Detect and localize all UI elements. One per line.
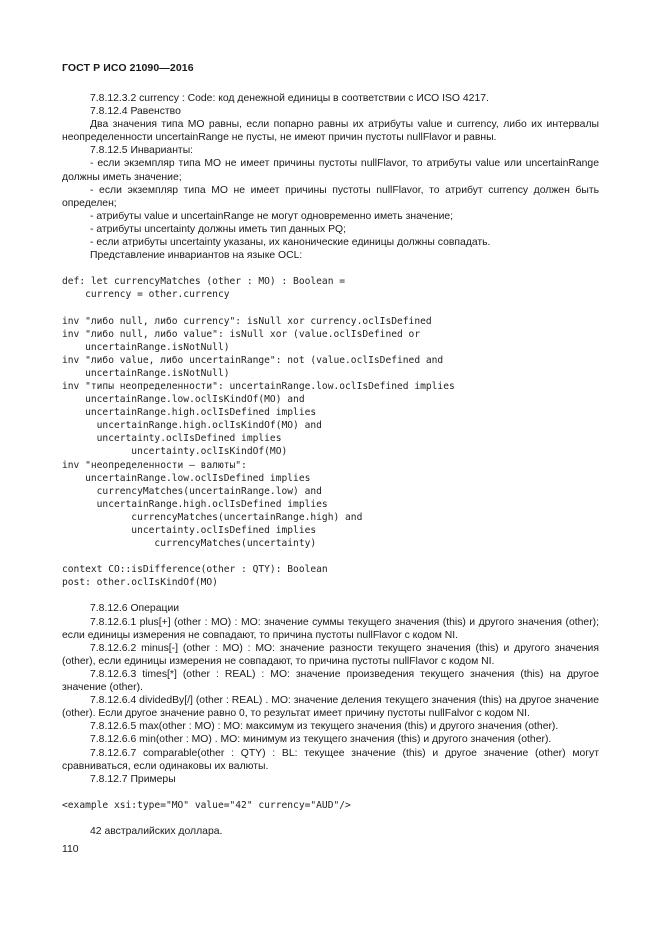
section-paragraph: Представление инвариантов на языке OCL: [90, 250, 303, 262]
operations-paragraph: 7.8.12.6.1 plus[+] (other : MO) : MO: значение суммы текущего значения (this) и другого значения (other); если единицы измерения не совпадают, то причина пустоты nullFlavor с кодом NI. [62, 616, 599, 641]
code-line: inv "типы неопределенности": uncertainRange.low.oclIsDefined implies [62, 380, 455, 392]
code-line: uncertainRange.isNotNull) [62, 367, 230, 379]
code-line: inv "либо null, либо currency": isNull xor currency.oclIsDefined [62, 315, 432, 327]
operations-paragraph: 7.8.12.6 Операции [90, 603, 180, 615]
code-line: currency = other.currency [62, 289, 230, 301]
code-line: uncertainRange.isNotNull) [62, 341, 230, 353]
example-caption: 42 австралийских доллара. [90, 825, 223, 837]
code-line: currencyMatches(uncertainRange.high) and [62, 511, 363, 523]
code-line: inv "неопределенности – валюты": [62, 459, 247, 471]
code-line [62, 550, 599, 563]
spacer [62, 262, 599, 275]
section-paragraph: 7.8.12.4 Равенство [90, 106, 181, 118]
xml-example-code: <example xsi:type="MO" value="42" currency="AUD"/> [62, 799, 351, 811]
operations-paragraph: 7.8.12.6.3 times[*] (other : REAL) : MO: значение произведения текущего значения (this) на другое значение (other). [62, 668, 599, 694]
operations-paragraph: 7.8.12.7 Примеры [90, 773, 176, 785]
page-header: ГОСТ Р ИСО 21090—2016 [62, 62, 194, 74]
code-line: context CO::isDifference(other : QTY): Boolean [62, 564, 328, 576]
section-paragraph: Два значения типа MO равны, если попарно равны их атрибуты value и currency, либо их интервалы неопределенности uncertainRange не пусты, не имеют причин пустоты nullFlavor и равны. [62, 119, 599, 144]
operations-paragraph: 7.8.12.6.6 min(other : MO) . MO: минимум из текущего значения (this) и другого значения (other). [90, 734, 552, 746]
code-line: uncertainRange.high.oclIsKindOf(MO) and [62, 420, 322, 432]
code-line: uncertainRange.high.oclIsDefined implies [62, 498, 328, 510]
code-line: inv "либо null, либо value": isNull xor (value.oclIsDefined or [62, 328, 421, 340]
spacer [62, 786, 599, 799]
code-line: currencyMatches(uncertainty) [62, 538, 317, 550]
spacer [62, 589, 599, 602]
code-line: uncertainty.oclIsKindOf(MO) [62, 446, 288, 458]
section-paragraph: - если экземпляр типа MO не имеет причины пустоты nullFlavor, то атрибуты value или uncertainRange должны иметь значение; [62, 158, 599, 183]
code-line: currencyMatches(uncertainRange.low) and [62, 485, 322, 497]
page-number: 110 [62, 844, 79, 855]
sections-mid [62, 602, 599, 785]
sections-top [62, 92, 599, 262]
section-paragraph: - атрибуты uncertainty должны иметь тип данных PQ; [90, 223, 346, 235]
code-line: uncertainRange.low.oclIsKindOf(MO) and [62, 394, 305, 406]
code-line: uncertainty.oclIsDefined implies [62, 525, 317, 536]
code-line: post: other.oclIsKindOf(MO) [62, 577, 218, 589]
code-line: def: let currencyMatches (other : MO) : Boolean = [62, 276, 346, 288]
operations-paragraph: 7.8.12.6.5 max(other : MO) : MO: максимум из текущего значения (this) и другого значения (other). [90, 721, 559, 733]
operations-paragraph: 7.8.12.6.4 dividedBy[/] (other : REAL) . MO: значение деления текущего значения (this) на другое значение (other). Если другое значение равно 0, то результат имеет причину пустоты nullFalvor с кодом NI. [62, 695, 599, 720]
code-line [62, 301, 599, 314]
section-paragraph: - если атрибуты uncertainty указаны, их канонические единицы должны совпадать. [90, 237, 491, 249]
code-line: uncertainty.oclIsDefined implies [62, 433, 282, 445]
section-paragraph: 7.8.12.3.2 currency : Code: код денежной единицы в соответствии с ИСО ISO 4217. [90, 93, 489, 104]
code-line: inv "либо value, либо uncertainRange": not (value.oclIsDefined and [62, 354, 444, 366]
ocl-code-block [62, 275, 599, 589]
section-paragraph: - атрибуты value и uncertainRange не могут одновременно иметь значение; [90, 210, 454, 222]
spacer [62, 812, 599, 825]
code-line: uncertainRange.low.oclIsDefined implies [62, 472, 311, 484]
section-paragraph: 7.8.12.5 Инварианты: [90, 145, 194, 157]
operations-paragraph: 7.8.12.6.7 comparable(other : QTY) : BL: текущее значение (this) и другое значение (other) могут сравниваться, если одинаковы их валюты. [62, 747, 599, 772]
code-line: uncertainRange.high.oclIsDefined implies [62, 407, 317, 419]
section-paragraph: - если экземпляр типа MO не имеет причины пустоты nullFlavor, то атрибут currency должен быть определен; [62, 184, 599, 209]
document-body [62, 92, 599, 838]
operations-paragraph: 7.8.12.6.2 minus[-] (other : MO) : MO: значение разности текущего значения (this) и другого значения (other), если единицы измерения не совпадают, то причина пустоты nullFlavor с кодом NI. [62, 642, 599, 667]
